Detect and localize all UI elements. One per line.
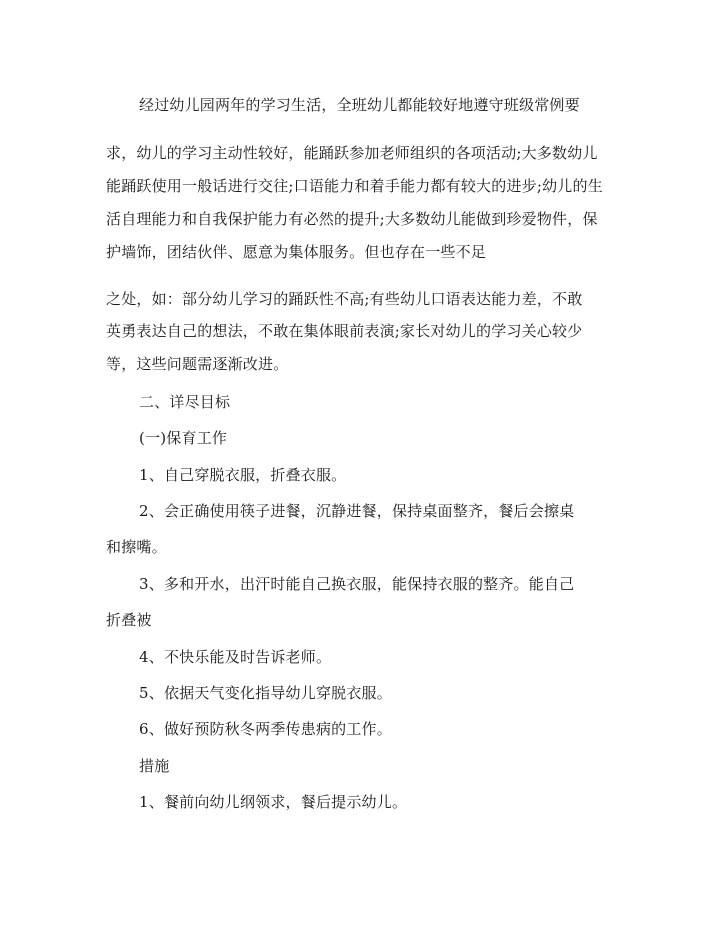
list-item-3: 3、多和开水，出汗时能自己换衣服，能保持衣服的整齐。能自己 [139, 575, 575, 593]
list-item-3-continued: 折叠被 [106, 611, 152, 629]
paragraph-line-2: 求，幼儿的学习主动性较好，能踊跃参加老师组织的各项活动;大多数幼儿 [106, 144, 598, 162]
list-item-2-continued: 和擦嘴。 [106, 538, 167, 556]
paragraph-line-8: 等，这些问题需逐渐改进。 [106, 355, 289, 373]
list-item-6: 6、做好预防秋冬两季传患病的工作。 [139, 720, 392, 738]
list-item-1: 1、自己穿脱衣服，折叠衣服。 [139, 466, 347, 484]
paragraph-line-5: 护墙饰，团结伙伴、愿意为集体服务。但也存在一些不足 [106, 243, 487, 261]
list-item-2: 2、会正确使用筷子进餐，沉静进餐，保持桌面整齐，餐后会擦桌 [139, 502, 575, 520]
paragraph-line-1: 经过幼儿园两年的学习生活，全班幼儿都能较好地遵守班级常例要 [139, 96, 580, 114]
measures-item-1: 1、餐前向幼儿纲领求，餐后提示幼儿。 [139, 793, 408, 811]
subsection-heading: (一)保育工作 [139, 429, 228, 447]
paragraph-line-4: 活自理能力和自我保护能力有必然的提升;大多数幼儿能做到珍爱物件，保 [106, 210, 598, 228]
measures-heading: 措施 [139, 757, 170, 775]
paragraph-line-7: 英勇表达自己的想法，不敢在集体眼前表演;家长对幼儿的学习关心较少 [106, 322, 583, 340]
paragraph-line-6: 之处，如：部分幼儿学习的踊跃性不高;有些幼儿口语表达能力差，不敢 [106, 290, 583, 308]
list-item-4: 4、不快乐能及时告诉老师。 [139, 648, 332, 666]
section-heading: 二、详尽目标 [139, 393, 231, 411]
paragraph-line-3: 能踊跃使用一般话进行交往;口语能力和着手能力都有较大的进步;幼儿的生 [106, 177, 603, 195]
list-item-5: 5、依据天气变化指导幼儿穿脱衣服。 [139, 684, 392, 702]
